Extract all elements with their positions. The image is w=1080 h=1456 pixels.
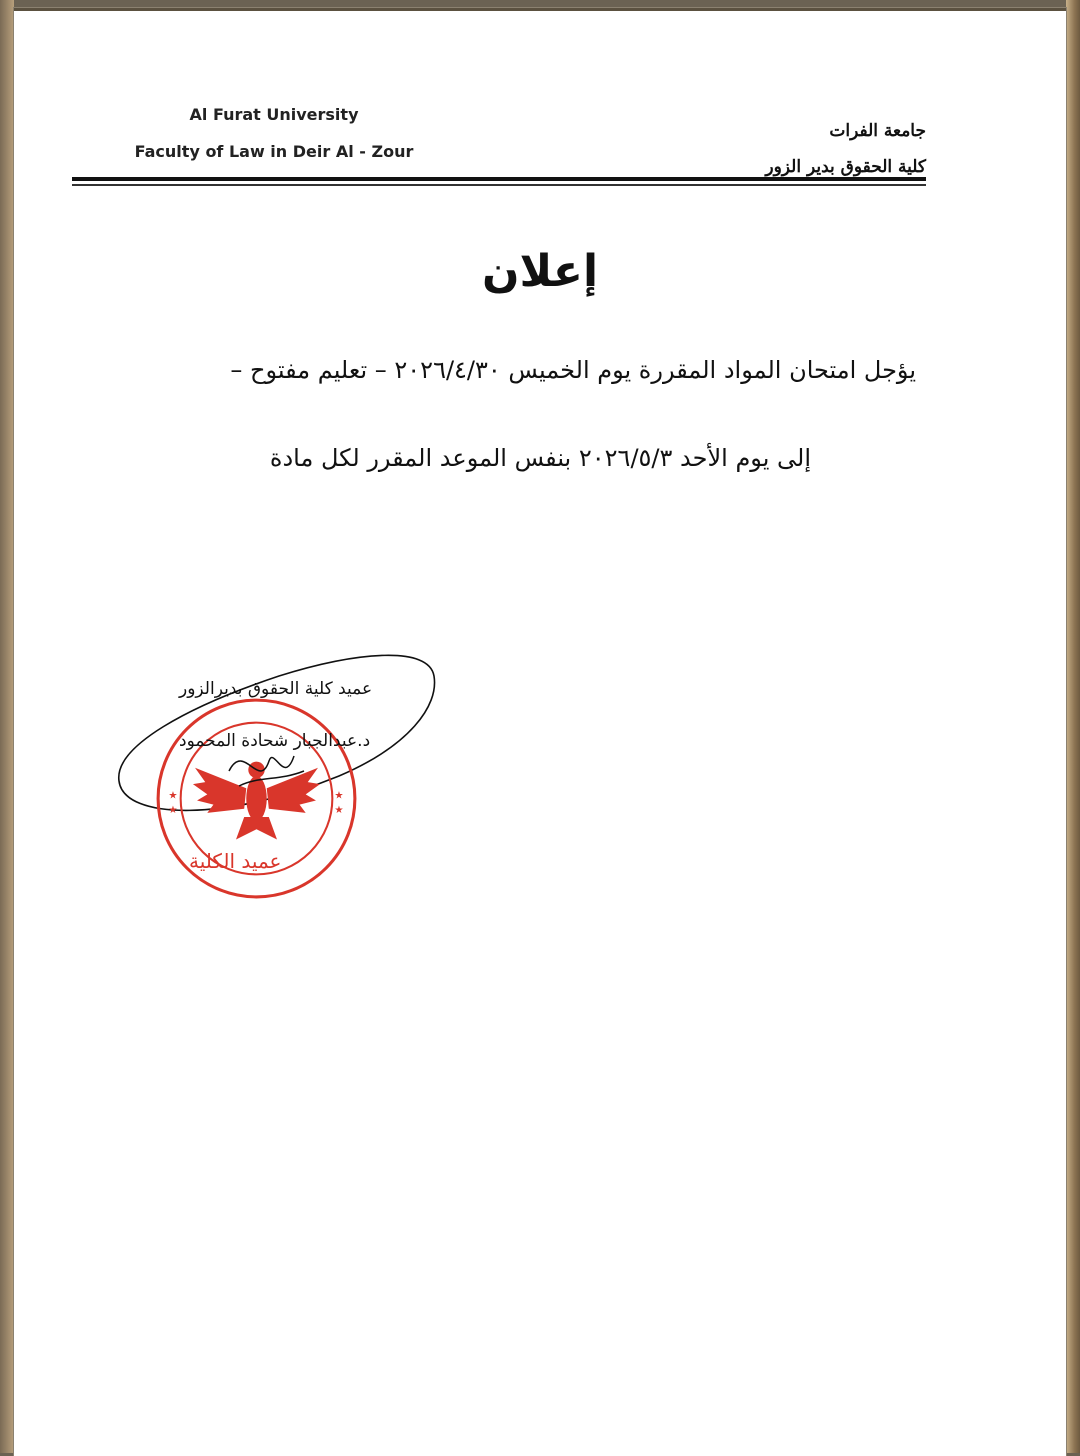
signatory-title: عميد كلية الحقوق بديرالزور bbox=[179, 679, 373, 699]
page-edge-right bbox=[1066, 0, 1080, 1453]
arabic-faculty-name: كلية الحقوق بدير الزور bbox=[765, 157, 926, 177]
svg-text:★: ★ bbox=[334, 803, 344, 816]
announcement-line-1: يؤجل امتحان المواد المقررة يوم الخميس ٢٠٢٦/٤/٣٠ – تعليم مفتوح – bbox=[230, 356, 916, 384]
svg-text:★: ★ bbox=[334, 789, 344, 802]
header-rule-thick bbox=[72, 177, 926, 181]
announcement-title: إعلان bbox=[481, 246, 599, 297]
english-university-name: Al Furat University bbox=[189, 105, 359, 124]
svg-text:★: ★ bbox=[168, 789, 178, 802]
svg-text:★: ★ bbox=[168, 803, 178, 816]
arabic-university-name: جامعة الفرات bbox=[829, 121, 926, 141]
document-page bbox=[14, 8, 1066, 1456]
page-edge-left bbox=[0, 0, 14, 1453]
announcement-line-2: إلى يوم الأحد ٢٠٢٦/٥/٣ بنفس الموعد المقرر لكل مادة bbox=[269, 444, 811, 472]
signatory-name: د.عبدالجبار شحادة المحمود bbox=[179, 731, 371, 751]
stamp-label: عميد الكلية bbox=[189, 849, 282, 873]
english-faculty-name: Faculty of Law in Deir Al - Zour bbox=[134, 142, 414, 161]
header-rule-thin bbox=[72, 184, 926, 186]
